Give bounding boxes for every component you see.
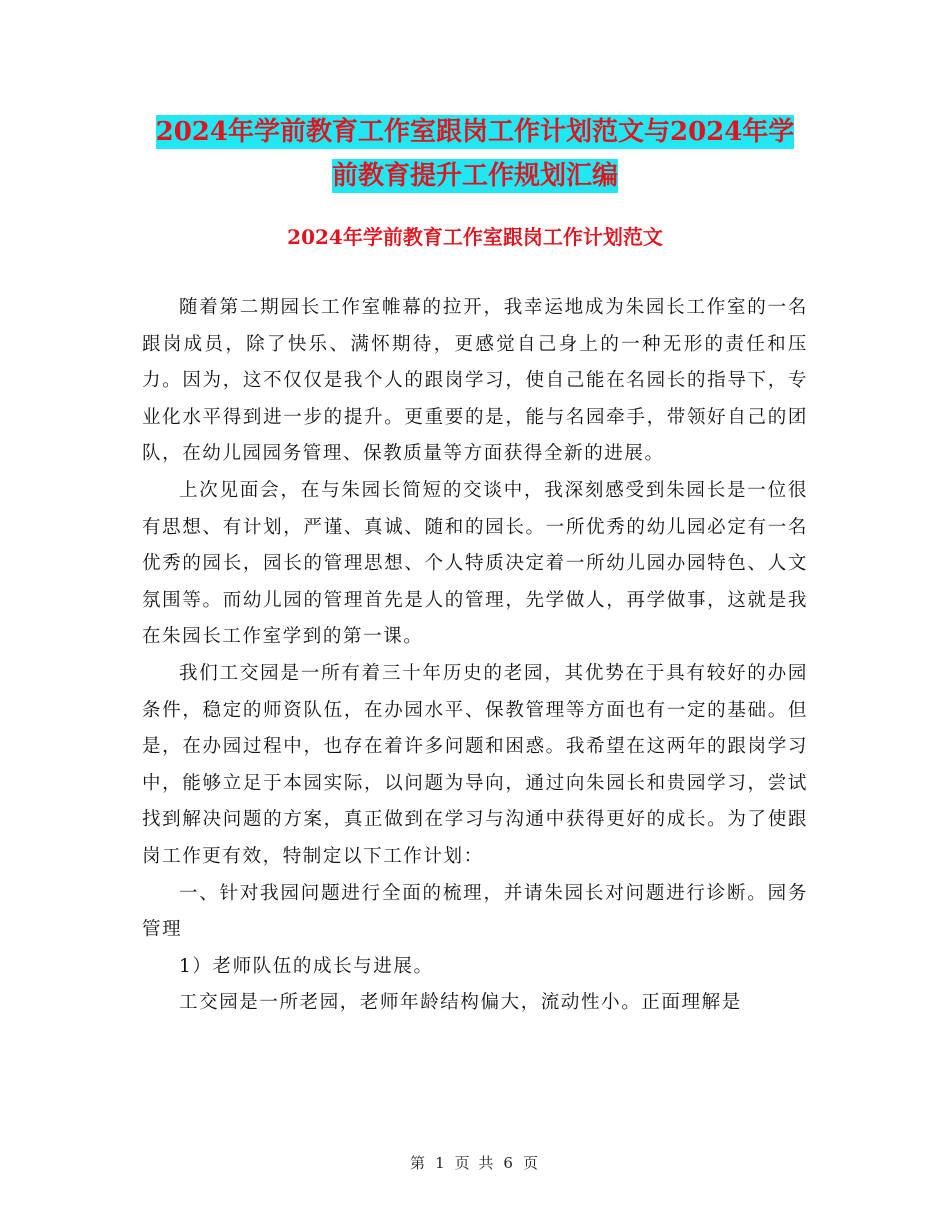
paragraph-3: 我们工交园是一所有着三十年历史的老园，其优势在于具有较好的办园条件，稳定的师资队伍，在办园水平、保教管理等方面也有一定的基础。但是，在办园过程中，也存在着许多问题和困惑。我希望在这两年的跟岗学习中，能够立足于本园实际，以问题为导向，通过向朱园长和贵园学习，尝试找到解决问题的方案，真正做到在学习与沟通中获得更好的成长。为了使跟岗工作更有效，特制定以下工作计划：	[142, 662, 808, 867]
footer-suffix: 页	[522, 1154, 540, 1172]
paragraph-2: 上次见面会，在与朱园长简短的交谈中，我深刻感受到朱园长是一位很有思想、有计划，严谨、真诚、随和的园长。一所优秀的幼儿园必定有一名优秀的园长，园长的管理思想、个人特质决定着一所幼儿园办园特色、人文氛围等。而幼儿园的管理首先是人的管理，先学做人，再学做事，这就是我在朱园长工作室学到的第一课。	[142, 479, 808, 648]
footer-page-current: 1	[435, 1154, 447, 1172]
paragraph-5: 1）老师队伍的成长与进展。	[179, 955, 434, 977]
paragraph-4: 一、针对我园问题进行全面的梳理，并请朱园长对问题进行诊断。园务管理	[142, 882, 808, 941]
section-title: 2024年学前教育工作室跟岗工作计划范文	[287, 225, 663, 249]
document-title	[0, 110, 950, 198]
page-footer	[0, 1152, 950, 1173]
paragraph-6: 工交园是一所老园，老师年龄结构偏大，流动性小。正面理解是	[179, 992, 742, 1014]
paragraph-1: 随着第二期园长工作室帷幕的拉开，我幸运地成为朱园长工作室的一名跟岗成员，除了快乐、满怀期待，更感觉自己身上的一种无形的责任和压力。因为，这不仅仅是我个人的跟岗学习，使自己能在名园长的指导下，专业化水平得到进一步的提升。更重要的是，能与名园牵手，带领好自己的团队，在幼儿园园务管理、保教质量等方面获得全新的进展。	[142, 297, 808, 465]
footer-prefix: 第	[410, 1154, 428, 1172]
footer-middle: 页 共	[454, 1154, 496, 1172]
document-body	[142, 290, 808, 1022]
footer-page-total: 6	[503, 1154, 515, 1172]
title-line-1: 2024年学前教育工作室跟岗工作计划范文与2024年学	[155, 117, 795, 147]
title-line-2: 前教育提升工作规划汇编	[331, 161, 618, 191]
